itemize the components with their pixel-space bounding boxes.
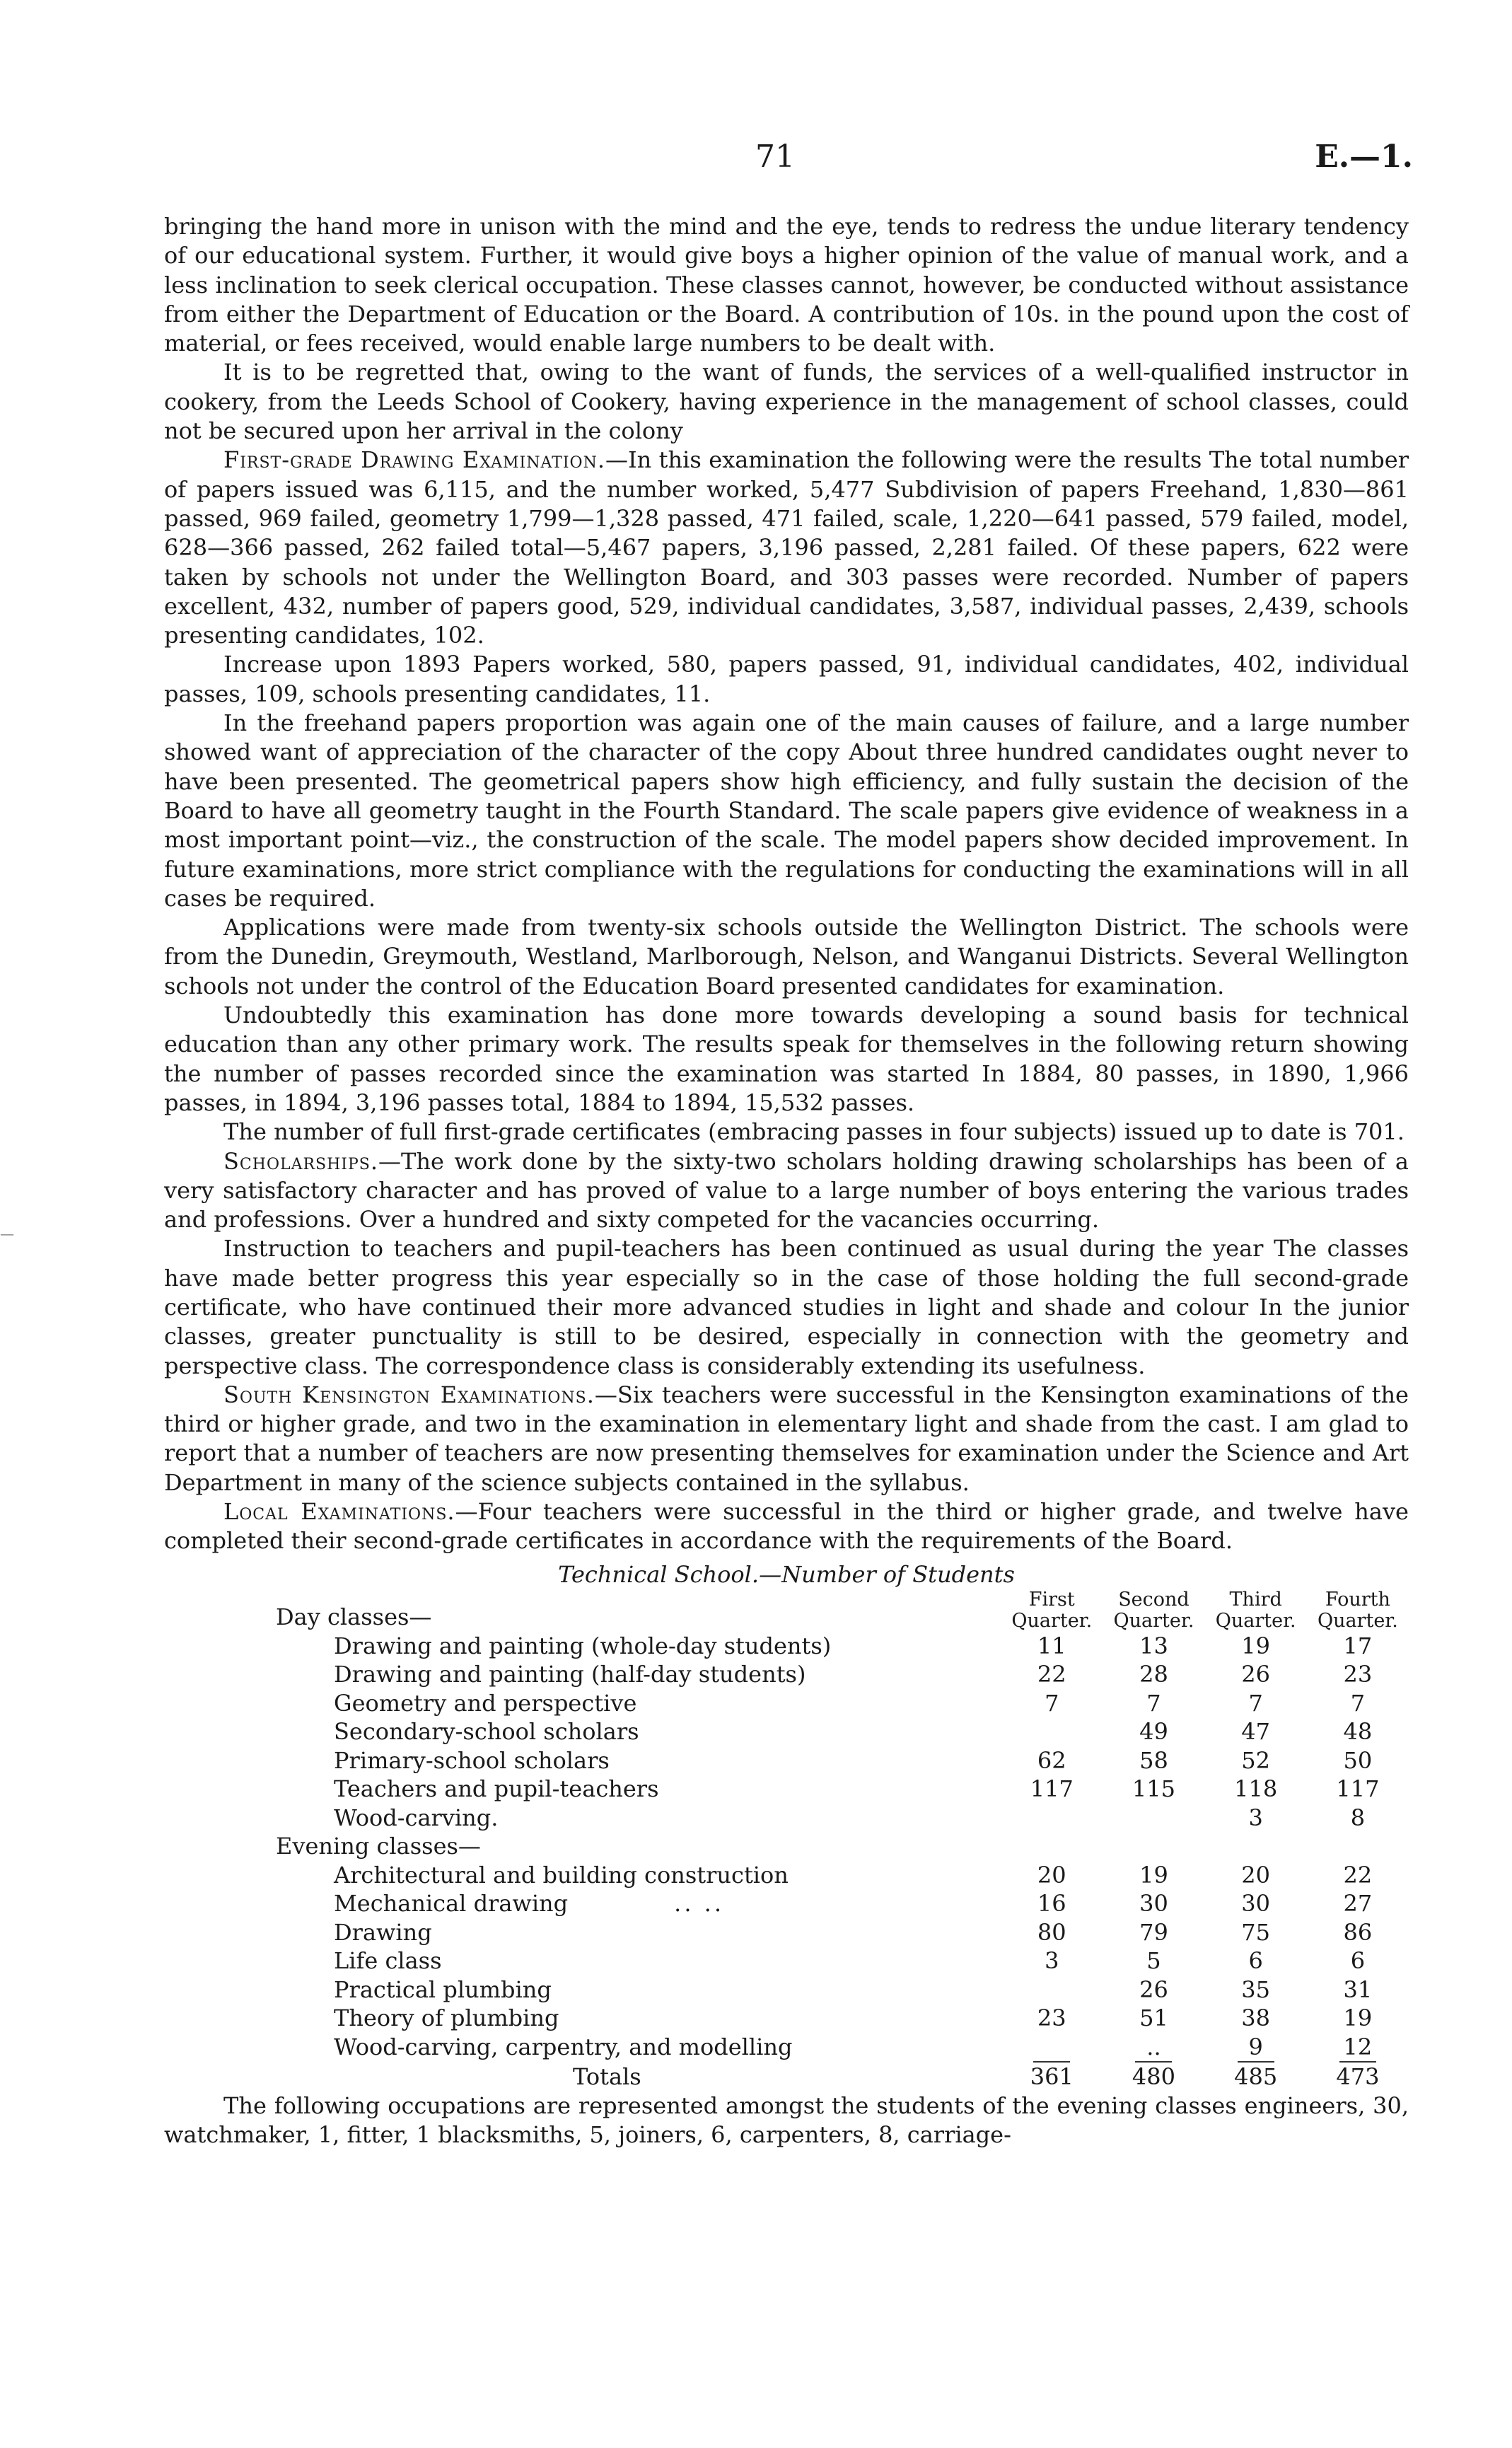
table-header-row: [276, 1589, 1409, 1632]
row-label-text: Wood-carving.: [334, 1804, 499, 1831]
paragraph-10: [164, 1234, 1409, 1380]
table-row: [276, 2033, 1409, 2062]
paragraph-text: Undoubtedly this examination has done more towards developing a sound basis for technical education than any other primary work. The results speak for themselves in the following return showing the number of passes recorded since the examination was started In 1884, 80 passes, in 1890, 1,966 passes, in 1894, 3,196 passes total, 1884 to 1894, 15,532 passes.: [164, 1002, 1409, 1116]
row-label: [276, 1861, 1001, 1890]
row-label: [276, 2004, 1001, 2033]
evening-rows: [276, 1861, 1409, 2062]
table-row: [276, 1717, 1409, 1746]
column-header-line: First: [1028, 1588, 1075, 1611]
day-classes-heading: Day classes—: [276, 1603, 432, 1631]
row-label: [276, 2033, 1001, 2062]
table-cell: 50: [1343, 1746, 1373, 1774]
row-label-text: Geometry and perspective: [334, 1689, 637, 1717]
row-label-text: Drawing: [334, 1918, 432, 1946]
row-label: [276, 1947, 1001, 1976]
row-label-text: Secondary-school scholars: [334, 1718, 639, 1746]
total-cell: 480: [1132, 2063, 1175, 2091]
row-label: [276, 1976, 1001, 2005]
table-cell: 26: [1139, 1976, 1168, 2003]
column-header: [1001, 1589, 1103, 1632]
table-cell: 26: [1241, 1661, 1271, 1688]
page-number: 71: [755, 139, 795, 175]
table-cell: 86: [1343, 1918, 1373, 1946]
paragraph-local-examinations: [164, 1497, 1409, 1556]
row-label: [276, 1660, 1001, 1689]
page-header: [0, 139, 1512, 181]
table-cell: 117: [1336, 1775, 1380, 1803]
totals-label: Totals: [573, 2063, 641, 2091]
section-heading: First-grade Drawing Examination.: [223, 446, 606, 474]
document-reference: E.—1.: [1315, 139, 1413, 175]
table-cell: 19: [1139, 1861, 1168, 1889]
table-cell: 17: [1343, 1632, 1373, 1659]
row-label-text: Theory of plumbing: [334, 2005, 559, 2032]
table-row: [276, 1660, 1409, 1689]
table-row: [276, 1775, 1409, 1804]
table-cell: 19: [1343, 2005, 1373, 2032]
totals-row: [276, 2063, 1409, 2092]
paragraph-text: bringing the hand more in unison with the mind and the eye, tends to redress the undue literary tendency of our educational system. Further, it would give boys a higher opinion of the value of manual work, and a less inclination to seek clerical occupation. These classes cannot, however, be conducted without assistance from either the Department of Education or the Board. A contribution of 10s. in the pound upon the cost of material, or fees received, would enable large numbers to be dealt with.: [164, 213, 1409, 357]
table-cell: 6: [1350, 1947, 1366, 1975]
table-row: [276, 1746, 1409, 1775]
column-header-line: Fourth: [1325, 1588, 1390, 1611]
section-heading: South Kensington Examinations.: [223, 1381, 595, 1408]
table-cell: [1103, 1804, 1204, 1833]
row-label: [276, 1918, 1001, 1947]
table-cell: 7: [1045, 1689, 1059, 1717]
row-label-text: Primary-school scholars: [334, 1746, 610, 1774]
column-header: [1103, 1589, 1204, 1632]
paragraph-text: —The work done by the sixty-two scholars holding drawing scholarships has been of a very satisfactory character and has proved of value to a large number of boys entering the various trades and professions. Over a hundred and sixty competed for the vacancies occurring.: [164, 1147, 1409, 1234]
paragraph-south-kensington: [164, 1381, 1409, 1497]
row-label-text: Drawing and painting (half-day students): [334, 1661, 806, 1688]
paragraph-text: It is to be regretted that, owing to the want of funds, the services of a well-qualified instructor in cookery, from the Leeds School of Cookery, having experience in the management of school classes, could not be secured upon her arrival in the colony: [164, 359, 1409, 445]
table-row: [276, 1804, 1409, 1833]
table-cell: 28: [1139, 1661, 1168, 1688]
table-row: [276, 1861, 1409, 1890]
row-label: [276, 1746, 1001, 1775]
table-cell: 27: [1343, 1890, 1373, 1918]
table-cell: 31: [1343, 1976, 1373, 2003]
row-label: [276, 1804, 1001, 1833]
total-cell: 361: [1030, 2063, 1074, 2091]
table-cell: 3: [1248, 1804, 1263, 1831]
column-header-line: Quarter.: [1113, 1609, 1194, 1632]
table-row: [276, 1632, 1409, 1661]
table-cell: 52: [1241, 1746, 1271, 1774]
table-cell: 115: [1132, 1775, 1175, 1803]
table-cell: 22: [1343, 1861, 1373, 1889]
row-label-text: Architectural and building construction: [334, 1861, 789, 1889]
paragraph-text: —In this examination the following were the results The total number of papers issued was 6,115, and the number worked, 5,477 Subdivision of papers Freehand, 1,830—861 passed, 969 failed, geometry 1,799—1,328 passed, 471 failed, scale, 1,220—641 passed, 579 failed, model, 628—366 passed, 262 failed total—5,467 papers, 3,196 passed, 2,281 failed. Of these papers, 622 were taken by schools not under the Wellington Board, and 303 passes were recorded. Number of papers excellent, 432, number of papers good, 529, individual candidates, 3,587, individual passes, 2,439, schools presenting candidates, 102.: [164, 446, 1409, 649]
row-label-text: Mechanical drawing: [334, 1890, 569, 1918]
paragraph-text: In the freehand papers proportion was again one of the main causes of failure, and a large number showed want of appreciation of the character of the copy About three hundred candidates ought never to have been presented. The geometrical papers show high efficiency, and fully sustain the decision of the Board to have all geometry taught in the Fourth Standard. The scale papers give evidence of weakness in a most important point—viz., the construction of the scale. The model papers show decided improvement. In future examinations, more strict compliance with the regulations for conducting the examinations will in all cases be required.: [164, 709, 1409, 912]
total-cell: 473: [1336, 2063, 1380, 2091]
row-label: [276, 1717, 1001, 1746]
row-label: [276, 1889, 1001, 1918]
table-cell: ..: [1146, 2033, 1161, 2060]
total-cell: 485: [1234, 2063, 1278, 2091]
table-cell: 7: [1146, 1689, 1161, 1717]
row-label-text: Wood-carving, carpentry, and modelling: [334, 2033, 793, 2060]
paragraph-first-grade-drawing: [164, 446, 1409, 650]
column-header-line: Second: [1118, 1588, 1190, 1611]
evening-classes-heading: Evening classes—: [276, 1833, 481, 1860]
table-cell: 117: [1030, 1775, 1074, 1803]
paragraph-scholarships: [164, 1147, 1409, 1235]
closing-paragraph: [164, 2092, 1409, 2150]
paragraph-text: —Four teachers were successful in the third or higher grade, and twelve have completed their second-grade certificates in accordance with the requirements of the Board.: [164, 1498, 1409, 1555]
table-cell: 118: [1234, 1775, 1278, 1803]
table-row: [276, 1976, 1409, 2005]
paragraph-text: Applications were made from twenty-six schools outside the Wellington District. The schools were from the Dunedin, Greymouth, Westland, Marlborough, Nelson, and Wanganui Districts. Several Wellington schools not under the control of the Education Board presented candidates for examination.: [164, 914, 1409, 999]
paragraph-1: [164, 212, 1409, 358]
table-cell: 8: [1350, 1804, 1366, 1831]
evening-heading-row: [276, 1832, 1409, 1861]
table-row: [276, 1689, 1409, 1718]
table-cell: 58: [1139, 1746, 1168, 1774]
margin-mark: —: [0, 1225, 14, 1242]
table-cell: 48: [1343, 1718, 1373, 1746]
table-cell: 79: [1139, 1918, 1168, 1946]
row-label: [276, 1775, 1001, 1804]
paragraph-2: [164, 358, 1409, 446]
dot-leader: .. ..: [674, 1890, 724, 1918]
column-header: [1205, 1589, 1307, 1632]
table-cell: 23: [1037, 2005, 1066, 2032]
table-cell: [1001, 2033, 1103, 2062]
table-cell: 13: [1139, 1632, 1168, 1659]
section-heading: Scholarships.: [223, 1147, 379, 1175]
table-cell: 9: [1248, 2033, 1263, 2060]
column-header-line: Quarter.: [1011, 1609, 1093, 1632]
table-cell: 20: [1241, 1861, 1271, 1889]
section-heading: Local Examinations.: [223, 1498, 455, 1526]
table-cell: 35: [1241, 1976, 1271, 2003]
row-label: [276, 1632, 1001, 1661]
column-header: [1307, 1589, 1409, 1632]
paragraph-8: [164, 1118, 1409, 1147]
column-header-line: Third: [1229, 1588, 1282, 1611]
day-rows: [276, 1632, 1409, 1833]
table-cell: [1001, 1717, 1103, 1746]
paragraph-4: [164, 650, 1409, 709]
row-label-text: Practical plumbing: [334, 1976, 552, 2003]
table-cell: 62: [1037, 1746, 1066, 1774]
table-cell: 5: [1146, 1947, 1161, 1975]
paragraph-5: [164, 709, 1409, 913]
table-row: [276, 1918, 1409, 1947]
table-cell: 7: [1350, 1689, 1366, 1717]
table-cell: 20: [1037, 1861, 1066, 1889]
row-label-text: Teachers and pupil-teachers: [334, 1775, 659, 1803]
row-label-text: Life class: [334, 1947, 442, 1975]
table-cell: 23: [1343, 1661, 1373, 1688]
table-cell: 3: [1045, 1947, 1059, 1975]
table-cell: [1001, 1804, 1103, 1833]
paragraph-text: Instruction to teachers and pupil-teachers has been continued as usual during the year The classes have made better progress this year especially so in the case of those holding the full second-grade certificate, who have continued their more advanced studies in light and shade and colour In the junior classes, greater punctuality is still to be desired, especially in connection with the geometry and perspective class. The correspondence class is considerably extending its usefulness.: [164, 1235, 1409, 1379]
body-text: [164, 212, 1409, 2150]
table-cell: 6: [1248, 1947, 1263, 1975]
paragraph-7: [164, 1001, 1409, 1118]
table-cell: 51: [1139, 2005, 1168, 2032]
table-cell: [1001, 1976, 1103, 2005]
table-cell: 7: [1248, 1689, 1263, 1717]
row-label-text: Drawing and painting (whole-day students): [334, 1632, 832, 1659]
table-title: Technical School.—Number of Students: [558, 1560, 1015, 1588]
table-cell: 47: [1241, 1718, 1271, 1746]
table-cell: 12: [1343, 2033, 1373, 2060]
students-table: [276, 1589, 1409, 2092]
paragraph-text: The following occupations are represented amongst the students of the evening classes engineers, 30, watchmaker, 1, fitter, 1 blacksmiths, 5, joiners, 6, carpenters, 8, carriage-: [164, 2092, 1409, 2149]
column-header-line: Quarter.: [1317, 1609, 1398, 1632]
paragraph-text: —Six teachers were successful in the Kensington examinations of the third or higher grade, and two in the examination in elementary light and shade from the cast. I am glad to report that a number of teachers are now presenting themselves for examination under the Science and Art Department in many of the science subjects contained in the syllabus.: [164, 1381, 1409, 1496]
table-cell: 22: [1037, 1661, 1066, 1688]
paragraph-text: Increase upon 1893 Papers worked, 580, papers passed, 91, individual candidates, 402, individual passes, 109, schools presenting candidates, 11.: [164, 651, 1409, 707]
table-cell: 80: [1037, 1918, 1066, 1946]
paragraph-6: [164, 913, 1409, 1001]
table-cell: 75: [1241, 1918, 1271, 1946]
table-row: [276, 1947, 1409, 1976]
table-row: [276, 2004, 1409, 2033]
table-cell: 30: [1139, 1890, 1168, 1918]
table-cell: 38: [1241, 2005, 1271, 2032]
table-cell: 16: [1037, 1890, 1066, 1918]
paragraph-text: The number of full first-grade certificates (embracing passes in four subjects) issued up to date is 701.: [223, 1118, 1405, 1146]
table-cell: 19: [1241, 1632, 1271, 1659]
row-label: [276, 1689, 1001, 1718]
table-row: [276, 1889, 1409, 1918]
table-cell: 30: [1241, 1890, 1271, 1918]
column-header-line: Quarter.: [1215, 1609, 1296, 1632]
table-cell: 49: [1139, 1718, 1168, 1746]
table-cell: 11: [1037, 1632, 1066, 1659]
